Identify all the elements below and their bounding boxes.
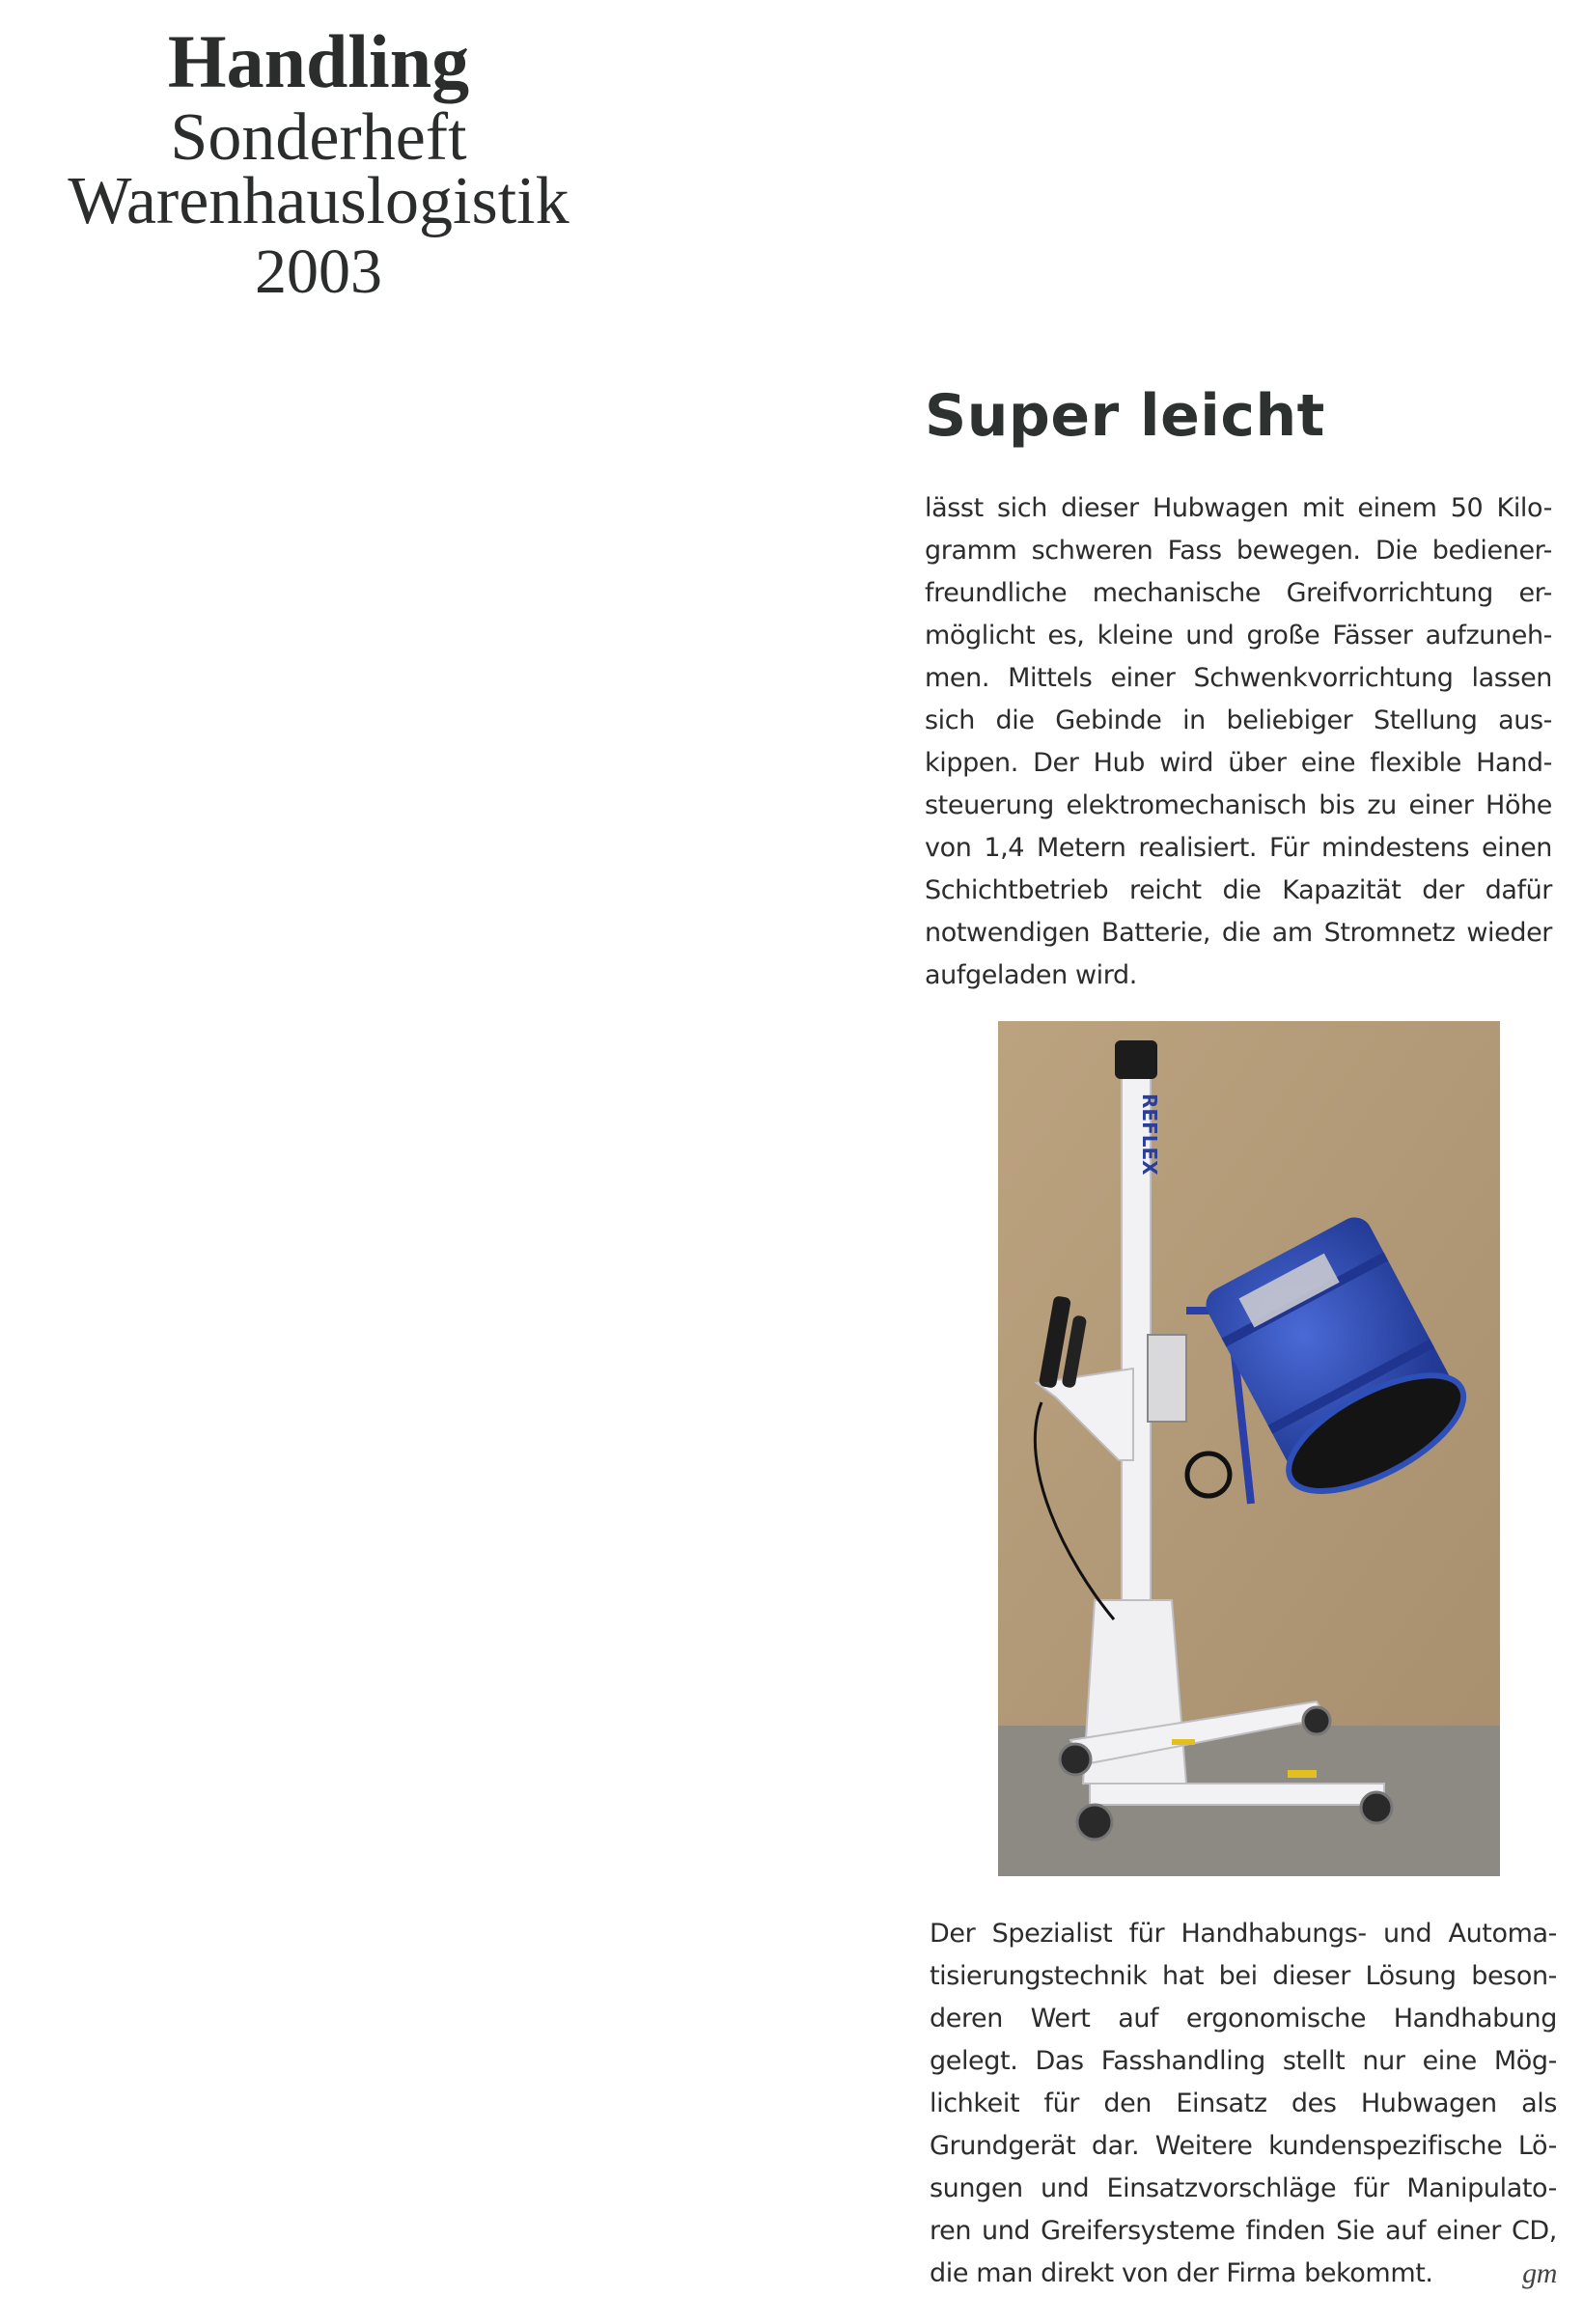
- article-paragraph-1: lässt sich dieser Hubwagen mit einem 50 Kilo-gramm schweren Fass bewegen. Die bediener-freundliche mechanische Greifvorrichtung er-möglicht es, kleine und große Fässer aufzuneh-men. Mittels einer Schwenkvorrichtung lassen sich die Gebinde in beliebiger Stellung aus-kippen. Der Hub wird über eine flexible Hand-steuerung elektromechanisch bis zu einer Höhe von 1,4 Metern realisiert. Für mindestens einen Schichtbetrieb reicht die Kapazität der dafür notwendigen Batterie, die am Stromnetz wieder aufgeladen wird.: [925, 493, 1552, 990]
- masthead-title: Handling: [167, 19, 470, 103]
- masthead: [0, 17, 637, 311]
- wheel: [1303, 1707, 1330, 1734]
- masthead-year: 2003: [255, 236, 382, 307]
- masthead-section: Warenhauslogistik: [68, 164, 569, 238]
- product-photo: [998, 1021, 1500, 1876]
- paragraph-2-text: Der Spezialist für Handhabungs- und Automa-tisierungstechnik hat bei dieser Lösung beson-deren Wert auf ergonomische Handhabung gelegt. Das Fasshandling stellt nur eine Mög-lichkeit für den Einsatz des Hubwagen als Grundgerät dar. Weitere kundenspezifische Lö-sungen und Einsatzvorschläge für Manipulato-ren und Greifersysteme finden Sie auf einer CD, die man direkt von der Firma bekommt.: [930, 1919, 1557, 2288]
- mast-top-cap: [1115, 1040, 1157, 1079]
- brand-label: REFLEX: [1138, 1093, 1161, 1176]
- chassis-leg-front: [1090, 1784, 1384, 1805]
- wheel: [1077, 1805, 1112, 1840]
- wheel: [1361, 1792, 1392, 1823]
- article-headline: Super leicht: [925, 382, 1325, 450]
- author-signature: gm: [1522, 2257, 1557, 2289]
- lift-carriage: [1148, 1335, 1186, 1422]
- article-paragraph-2: [930, 1913, 1557, 2295]
- wheel: [1060, 1744, 1091, 1775]
- masthead-subtitle: Sonderheft: [170, 100, 467, 175]
